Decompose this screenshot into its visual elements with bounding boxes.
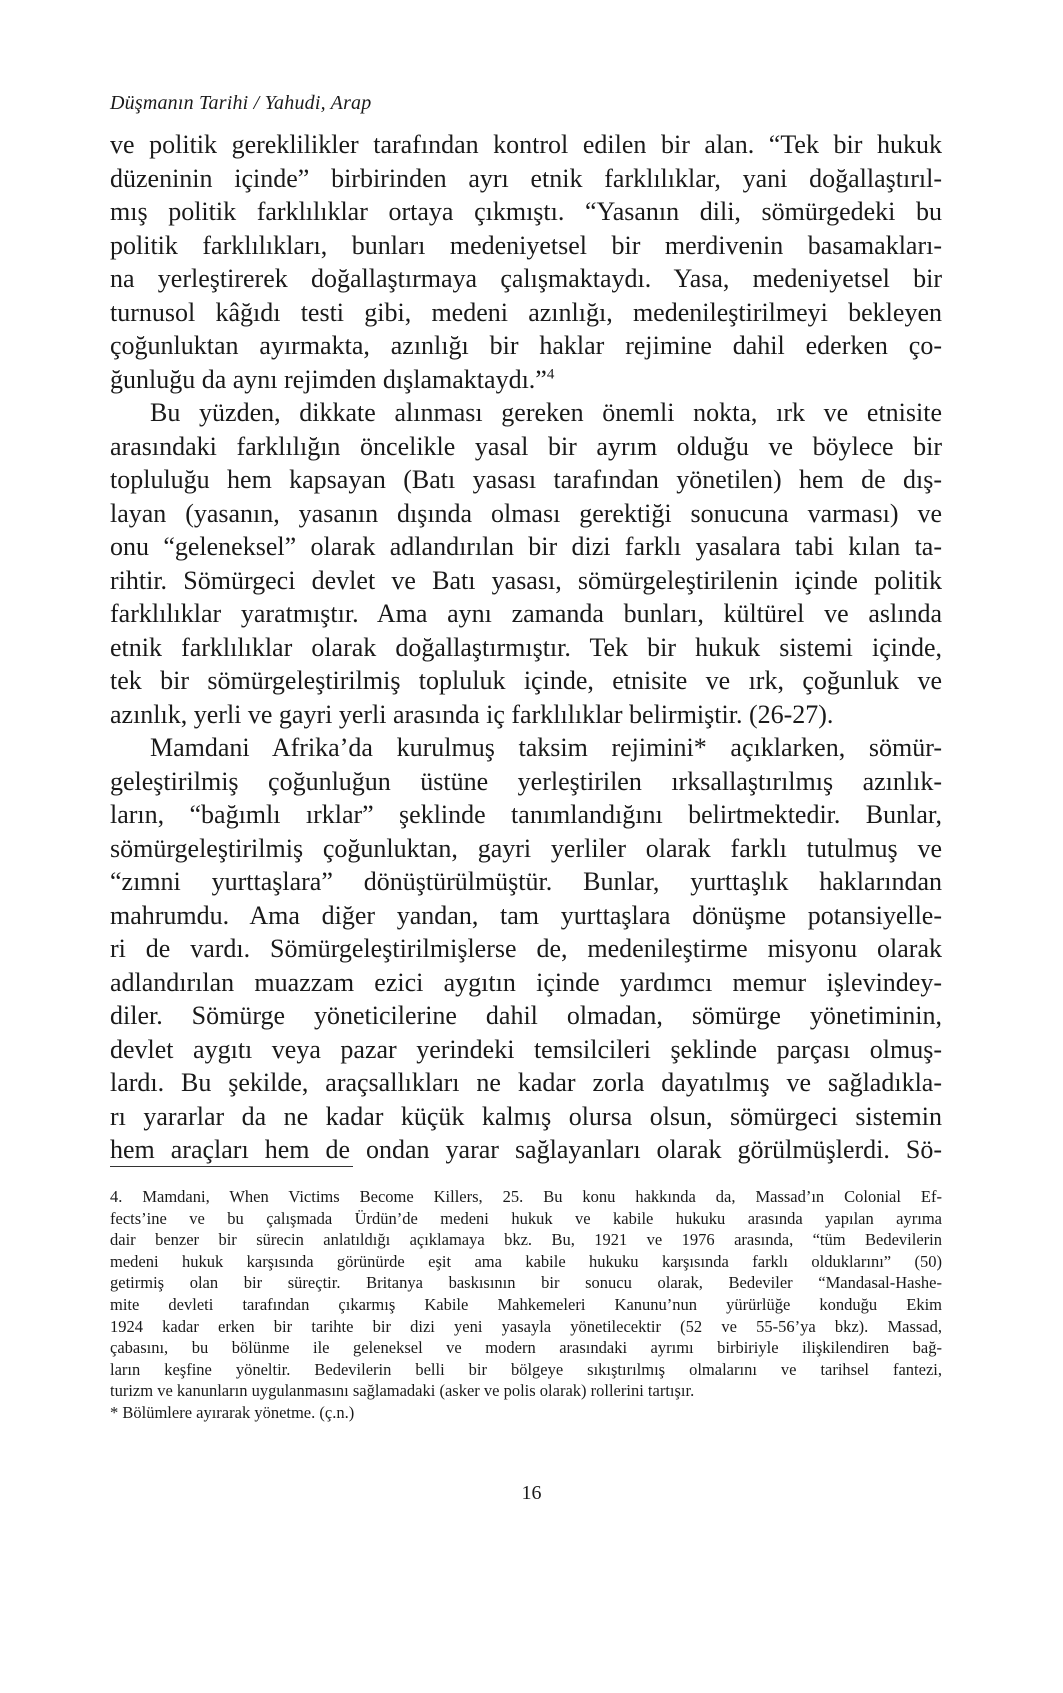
text-line: etnik farklılıklar olarak doğallaştırmıştır. Tek bir hukuk sistemi içinde,: [110, 632, 942, 662]
text-line: ların, “bağımlı ırklar” şeklinde tanımlandığını belirtmektedir. Bunlar,: [110, 800, 942, 829]
text-line: çoğunluktan ayırmakta, azınlığı bir haklar rejimine dahil ederken ço-: [110, 331, 942, 360]
footnotes: [110, 1186, 942, 1424]
text-line: azınlık, yerli ve gayri yerli arasında iç farklılıklar belirmiştir. (26-27).: [110, 699, 834, 729]
text-line: “zımni yurttaşlara” dönüştürülmüştür. Bunlar, yurttaşlık haklarından: [110, 867, 942, 896]
footnote-line: dair benzer bir sürecin anlatıldığı açıklamaya bkz. Bu, 1921 ve 1976 arasında, “tüm Bedevilerin: [110, 1230, 942, 1250]
text-line: rihtir. Sömürgeci devlet ve Batı yasası, sömürgeleştirilenin içinde politik: [110, 565, 942, 595]
translator-note: * Bölümlere ayırarak yönetme. (ç.n.): [110, 1402, 355, 1422]
text-line: lardı. Bu şekilde, araçsallıkları ne kadar zorla dayatılmış ve sağladıkla-: [110, 1068, 942, 1097]
body-text: [110, 128, 942, 1167]
text-line: politik farklılıkları, bunları medeniyetsel bir merdivenin basamakları-: [110, 230, 942, 260]
text-line: sömürgeleştirilmiş çoğunluktan, gayri yerliler olarak farklı tutulmuş ve: [110, 833, 942, 863]
text-line: adlandırılan muazzam ezici aygıtın içinde yardımcı memur işlevindey-: [110, 967, 942, 997]
text-line: topluluğu hem kapsayan (Batı yasası tarafından yönetilen) hem de dış-: [110, 465, 942, 494]
footnote-line: ların keşfine yöneltir. Bedevilerin belli bir bölgeye sıkıştırılmış olmalarını ve tarihsel fantezi,: [110, 1359, 942, 1379]
text-line: arasındaki farklılığın öncelikle yasal bir ayrım olduğu ve böylece bir: [110, 431, 942, 461]
footnote-line: 1924 kadar erken bir tarihte bir dizi yeni yasayla yönetilecektir (52 ve 55-56’ya bkz). Massad,: [110, 1316, 942, 1336]
page-number: 16: [521, 1482, 542, 1504]
text-line: Bu yüzden, dikkate alınması gereken önemli nokta, ırk ve etnisite: [150, 398, 942, 427]
text-line: ve politik gereklilikler tarafından kontrol edilen bir alan. “Tek bir hukuk: [110, 130, 942, 159]
text-line: Mamdani Afrika’da kurulmuş taksim rejimini* açıklarken, sömür-: [150, 733, 942, 762]
footnote-line: turizm ve kanunların uygulanmasını sağlamadaki (asker ve polis olarak) rollerini tartışır.: [110, 1381, 695, 1401]
text-line: devlet aygıtı veya pazar yerindeki temsilcileri şeklinde parçası olmuş-: [110, 1034, 942, 1064]
text-line: [110, 363, 942, 397]
text-line: ri de vardı. Sömürgeleştirilmişlerse de, medenileştirme misyonu olarak: [110, 934, 942, 963]
text-line: na yerleştirerek doğallaştırmaya çalışmaktaydı. Yasa, medeniyetsel bir: [110, 264, 942, 293]
text-line: onu “geleneksel” olarak adlandırılan bir dizi farklı yasalara tabi kılan ta-: [110, 532, 942, 561]
footnote-line: fects’ine ve bu çalışmada Ürdün’de medeni hukuk ve kabile hukuku arasında yapılan ayrıma: [110, 1208, 942, 1228]
text-line: diler. Sömürge yöneticilerine dahil olmadan, sömürge yönetiminin,: [110, 1001, 942, 1030]
footnote-line: 4. Mamdani, When Victims Become Killers, 25. Bu konu hakkında da, Massad’ın Colonial Ef-: [110, 1187, 942, 1206]
text-line: mahrumdu. Ama diğer yandan, tam yurttaşlara dönüşme potansiyelle-: [110, 900, 942, 930]
footnote-line: medeni hukuk karşısında görünürde eşit ama kabile hukuku karşısında farklı olduklarını” (50): [110, 1251, 942, 1271]
footnote-separator: [110, 1166, 353, 1167]
text-line: hem araçları hem de ondan yarar sağlayanları olarak görülmüşlerdi. Sö-: [110, 1135, 942, 1164]
text-line: geleştirilmiş çoğunluğun üstüne yerleştirilen ırksallaştırılmış azınlık-: [110, 766, 942, 796]
footnote-line: mite devleti tarafından çıkarmış Kabile Mahkemeleri Kanunu’nun yürürlüğe konduğu Ekim: [110, 1294, 942, 1314]
text-line: düzeninin içinde” birbirinden ayrı etnik farklılıklar, yani doğallaştırıl-: [110, 163, 942, 193]
text-line: tek bir sömürgeleştirilmiş topluluk içinde, etnisite ve ırk, çoğunluk ve: [110, 666, 942, 695]
running-head: Düşmanın Tarihi / Yahudi, Arap: [110, 92, 372, 114]
footnote-line: çabasını, bu bölünme ile geleneksel ve modern arasındaki ayrımı birbiriyle ilişkilendiren bağ-: [110, 1338, 942, 1358]
text-line: mış politik farklılıklar ortaya çıkmıştı. “Yasanın dili, sömürgedeki bu: [110, 197, 942, 226]
footnote-line: getirmiş olan bir süreçtir. Britanya baskısının bir sonucu olarak, Bedeviler “Mandasal-Hashe-: [110, 1273, 942, 1293]
text-line: layan (yasanın, yasanın dışında olması gerektiği sonucuna varması) ve: [110, 498, 942, 528]
text-line: farklılıklar yaratmıştır. Ama aynı zamanda bunları, kültürel ve aslında: [110, 599, 942, 628]
text-line-content: ğunluğu da aynı rejimden dışlamaktaydı.”: [110, 364, 547, 394]
text-line: turnusol kâğıdı testi gibi, medeni azınlığı, medenileştirilmeyi bekleyen: [110, 297, 942, 327]
text-line: rı yararlar da ne kadar küçük kalmış olursa olsun, sömürgeci sistemin: [110, 1101, 942, 1131]
footnote-reference: 4: [546, 365, 555, 382]
